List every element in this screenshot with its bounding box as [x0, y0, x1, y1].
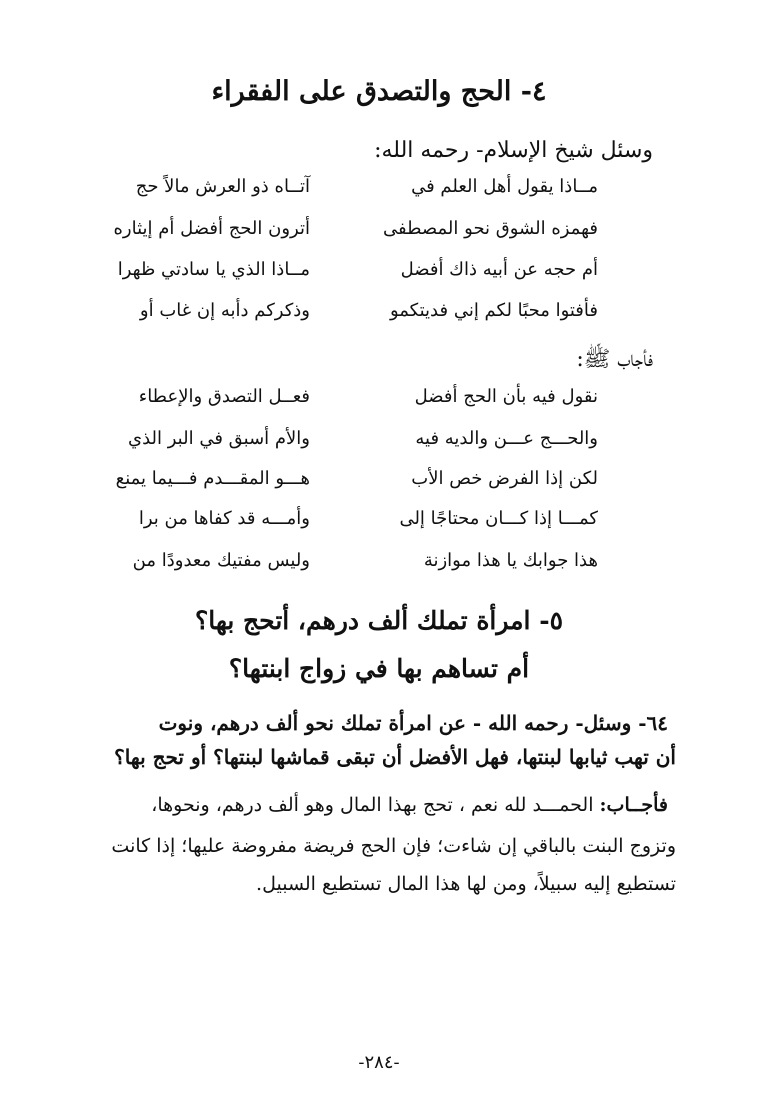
question-verse-4-first: فأفتوا محبًا لكم إني فديتكمو: [389, 300, 598, 321]
answer-verse-4-second: وأمـــه قد كفاها من برا: [138, 508, 310, 529]
question-verse-2-second: أترون الحج أفضل أم إيثاره: [113, 218, 310, 239]
answer-label: فأجــاب:: [599, 794, 668, 816]
answer-intro: فأجاب ﷺ:: [576, 347, 653, 372]
question-verse-1-second: آتــاه ذو العرش مالاً حج: [135, 176, 310, 197]
question-intro: وسئل شيخ الإسلام- رحمه الله:: [374, 138, 653, 163]
question-line-2: أن تهب ثيابها لبنتها، فهل الأفضل أن تبقى قماشها لبنتها؟ أو تحج بها؟: [114, 745, 676, 769]
answer-verse-3-second: هـــو المقـــدم فـــيما يمنع: [115, 468, 310, 489]
question-line-1: ٦٤- وسئل- رحمه الله - عن امرأة تملك نحو ألف درهم، ونوت: [158, 711, 668, 735]
page-number: -٢٨٤-: [358, 1052, 400, 1073]
question-verse-3-second: مــاذا الذي يا سادتي ظهرا: [117, 259, 310, 280]
section-5-title-line-2: أم تساهم بها في زواج ابنتها؟: [228, 654, 530, 683]
section-5-title-line-1: ٥- امرأة تملك ألف درهم، أتحج بها؟: [194, 606, 564, 635]
question-verse-1-first: مــاذا يقول أهل العلم في: [411, 176, 598, 197]
question-verse-2-first: فهمزه الشوق نحو المصطفى: [383, 218, 598, 239]
answer-verse-5-first: هذا جوابك يا هذا موازنة: [423, 550, 598, 571]
answer-verse-2-second: والأم أسبق في البر الذي: [128, 428, 310, 449]
answer-verse-1-second: فعــل التصدق والإعطاء: [138, 386, 310, 407]
answer-line-1-text: الحمـــد لله نعم ، تحج بهذا المال وهو ألف درهم، ونحوها،: [151, 794, 600, 816]
answer-verse-2-first: والحـــج عـــن والديه فيه: [415, 428, 598, 449]
answer-verse-5-second: وليس مفتيك معدودًا من: [132, 550, 310, 571]
answer-verse-1-first: نقول فيه بأن الحج أفضل: [414, 386, 598, 407]
answer-line-2: وتزوج البنت بالباقي إن شاءت؛ فإن الحج فريضة مفروضة عليها؛ إذا كانت: [111, 835, 676, 857]
answer-line-1: [68, 794, 668, 816]
section-4-title: ٤- الحج والتصدق على الفقراء: [211, 76, 547, 107]
answer-verse-3-first: لكن إذا الفرض خص الأب: [411, 468, 598, 489]
question-verse-4-second: وذكركم دأبه إن غاب أو: [139, 300, 310, 321]
answer-verse-4-first: كمـــا إذا كـــان محتاجًا إلى: [399, 508, 598, 529]
question-verse-3-first: أم حجه عن أبيه ذاك أفضل: [400, 259, 598, 280]
answer-line-3: تستطيع إليه سبيلاً، ومن لها هذا المال تستطيع السبيل.: [256, 873, 676, 895]
